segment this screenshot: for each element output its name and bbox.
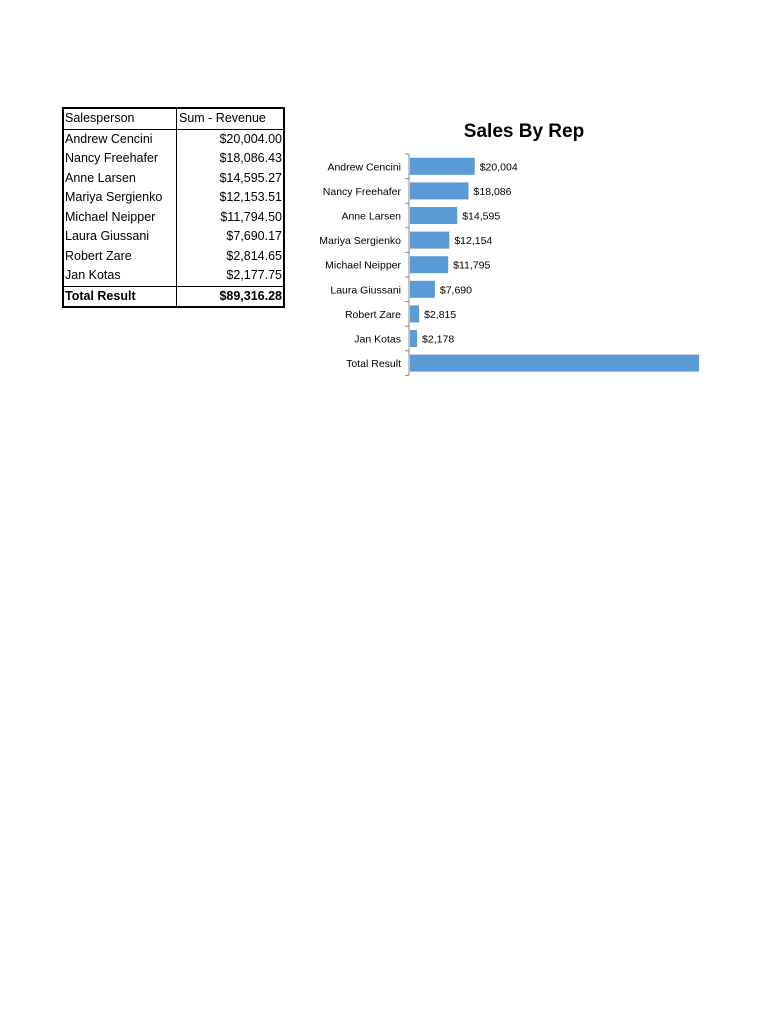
sales-by-rep-chart (300, 105, 720, 390)
category-label: Total Result (346, 358, 401, 371)
category-label: Jan Kotas (354, 333, 401, 346)
bar (410, 158, 475, 175)
data-label: $7,690 (439, 284, 473, 297)
total-label: Total Result (64, 287, 177, 307)
table-row (64, 130, 283, 150)
revenue-cell: $18,086.43 (219, 151, 282, 165)
category-label: Andrew Cencini (327, 161, 401, 174)
table-row (64, 149, 283, 169)
salesperson-cell: Nancy Freehafer (64, 149, 177, 169)
revenue-cell: $14,595.27 (219, 170, 282, 185)
table-row (64, 208, 283, 228)
table-row (64, 266, 283, 286)
data-label: $12,154 (454, 235, 493, 248)
revenue-cell: $11,794.50 (220, 209, 282, 224)
header-salesperson: Salesperson (64, 109, 177, 129)
salesperson-cell: Michael Neipper (64, 208, 177, 228)
bar (410, 182, 469, 199)
bar (410, 207, 457, 224)
header-sum-revenue: Sum - Revenue (179, 111, 266, 125)
category-label: Nancy Freehafer (322, 185, 401, 198)
table-row (64, 188, 283, 208)
data-label: $14,595 (462, 210, 501, 223)
table-row (64, 227, 283, 247)
data-label: $18,086 (473, 185, 512, 198)
revenue-cell: $12,153.51 (219, 190, 282, 204)
salesperson-cell: Anne Larsen (64, 169, 177, 189)
salesperson-cell: Andrew Cencini (64, 130, 177, 150)
table-header-row (64, 109, 283, 130)
revenue-cell: $2,177.75 (226, 268, 282, 282)
salesperson-cell: Jan Kotas (64, 266, 177, 286)
table-row (64, 247, 283, 267)
revenue-cell: $2,814.65 (226, 248, 282, 263)
salesperson-cell: Robert Zare (64, 247, 177, 267)
bar (410, 330, 417, 347)
revenue-cell: $20,004.00 (219, 131, 282, 146)
category-label: Anne Larsen (341, 210, 401, 223)
category-label: Robert Zare (344, 308, 401, 321)
bar (410, 232, 449, 249)
category-label: Michael Neipper (325, 259, 401, 272)
bar (410, 355, 699, 372)
revenue-cell: $7,690.17 (226, 229, 282, 243)
total-value: $89,316.28 (219, 288, 282, 303)
bar (410, 305, 419, 322)
salesperson-cell: Mariya Sergienko (64, 188, 177, 208)
data-label: $2,178 (422, 333, 455, 346)
salesperson-cell: Laura Giussani (64, 227, 177, 247)
chart-title: Sales By Rep (463, 121, 585, 142)
table-total-row (64, 286, 283, 307)
category-label: Mariya Sergienko (319, 235, 401, 248)
bar (410, 256, 448, 273)
pivot-table (62, 107, 285, 308)
category-label: Laura Giussani (330, 284, 401, 297)
bar (410, 281, 435, 298)
data-label: $11,795 (453, 259, 491, 272)
data-label: $20,004 (479, 161, 518, 174)
data-label: $2,815 (424, 308, 457, 321)
table-row (64, 169, 283, 189)
